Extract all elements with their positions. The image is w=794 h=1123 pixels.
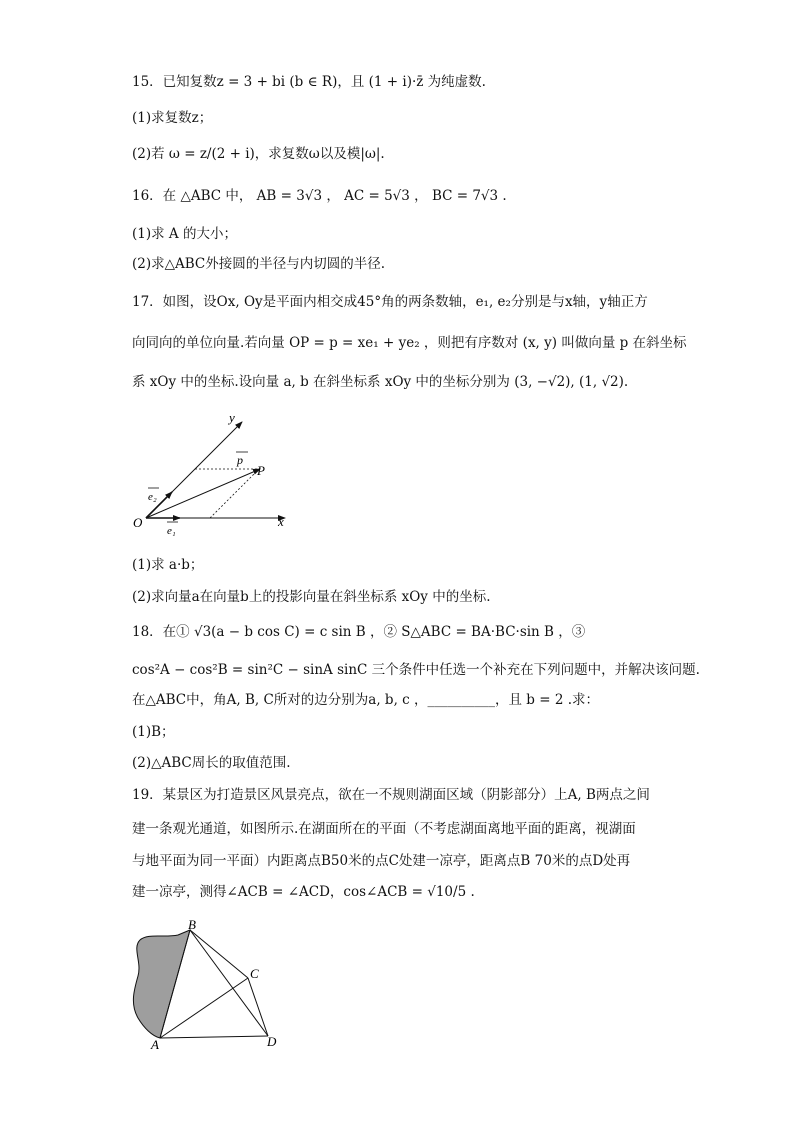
label-x: x bbox=[278, 514, 284, 529]
label-A: A bbox=[151, 1037, 159, 1052]
problem-16-part-1: (1)求 A 的大小； bbox=[132, 226, 237, 242]
problem-17-part-2: (2)求向量a在向量b上的投影向量在斜坐标系 xOy 中的坐标. bbox=[132, 589, 491, 605]
problem-15-stem: 15．已知复数z = 3 + bi (b ∈ R)，且 (1 + i)·z̄ 为纯虚数. bbox=[132, 74, 486, 90]
label-D: D bbox=[267, 1034, 277, 1049]
problem-19-stem-line-4: 建一凉亭，测得∠ACB = ∠ACD，cos∠ACB = √10/5 . bbox=[132, 884, 475, 900]
problem-19-stem-line-2: 建一条观光通道，如图所示.在湖面所在的平面（不考虑湖面离地平面的距离，视湖面 bbox=[132, 821, 636, 837]
problem-17-part-1: (1)求 a·b； bbox=[132, 557, 204, 573]
problem-18-stem-line-3: 在△ABC中，角A, B, C所对的边分别为a, b, c ，__________，且 b = 2 .求： bbox=[132, 692, 600, 708]
label-p-vector: p bbox=[237, 453, 243, 467]
problem-19-stem-line-1: 19．某景区为打造景区风景亮点，欲在一不规则湖面区域（阴影部分）上A, B两点之间 bbox=[132, 787, 650, 803]
problem-19-stem-line-3: 与地平面为同一平面）内距离点B50米的点C处建一凉亭，距离点B 70米的点D处再 bbox=[132, 853, 631, 869]
vector-p-arrow bbox=[146, 469, 260, 518]
segment-AD bbox=[160, 1036, 268, 1038]
problem-16-part-2: (2)求△ABC外接圆的半径与内切圆的半径. bbox=[132, 256, 386, 272]
label-O: O bbox=[133, 515, 143, 530]
problem-17-oblique-coordinate-figure bbox=[130, 405, 300, 540]
problem-15-part-2: (2)若 ω = z/(2 + i)，求复数ω以及模|ω|. bbox=[132, 146, 385, 162]
problem-16-stem: 16．在 △ABC 中， AB = 3√3 ， AC = 5√3 ， BC = 7√3 . bbox=[132, 188, 507, 204]
problem-17-stem-line-2: 向同向的单位向量.若向量 OP = p = xe₁ + ye₂ ，则把有序数对 (x, y) 叫做向量 p 在斜坐标 bbox=[132, 335, 687, 351]
segment-BD bbox=[190, 930, 268, 1036]
label-B: B bbox=[188, 917, 196, 932]
problem-19-lake-figure bbox=[128, 918, 288, 1053]
lake-shaded-region bbox=[133, 930, 190, 1038]
problem-18-stem-line-2: cos²A − cos²B = sin²C − sinA sinC 三个条件中任选一个补充在下列问题中，并解决该问题. bbox=[132, 662, 700, 678]
label-e2: e₂ bbox=[148, 491, 157, 503]
label-e1: e₁ bbox=[167, 525, 176, 537]
problem-17-stem-line-1: 17．如图，设Ox, Oy是平面内相交成45°角的两条数轴，e₁, e₂分别是与x轴，y轴正方 bbox=[132, 294, 648, 310]
problem-18-part-2: (2)△ABC周长的取值范围. bbox=[132, 755, 291, 771]
problem-18-stem-line-1: 18．在① √3(a − b cos C) = c sin B ，② S△ABC = BA·BC·sin B ，③ bbox=[132, 624, 586, 640]
segment-CD bbox=[248, 978, 268, 1036]
problem-18-part-1: (1)B； bbox=[132, 724, 175, 740]
dashed-parallel-to-y bbox=[210, 470, 258, 518]
label-P: P bbox=[257, 463, 265, 478]
problem-17-stem-line-3: 系 xOy 中的坐标.设向量 a, b 在斜坐标系 xOy 中的坐标分别为 (3, −√2), (1, √2). bbox=[132, 374, 629, 390]
segment-BC bbox=[190, 930, 248, 978]
problem-15-part-1: (1)求复数z； bbox=[132, 110, 213, 126]
label-C: C bbox=[250, 966, 259, 981]
label-y: y bbox=[229, 410, 235, 425]
